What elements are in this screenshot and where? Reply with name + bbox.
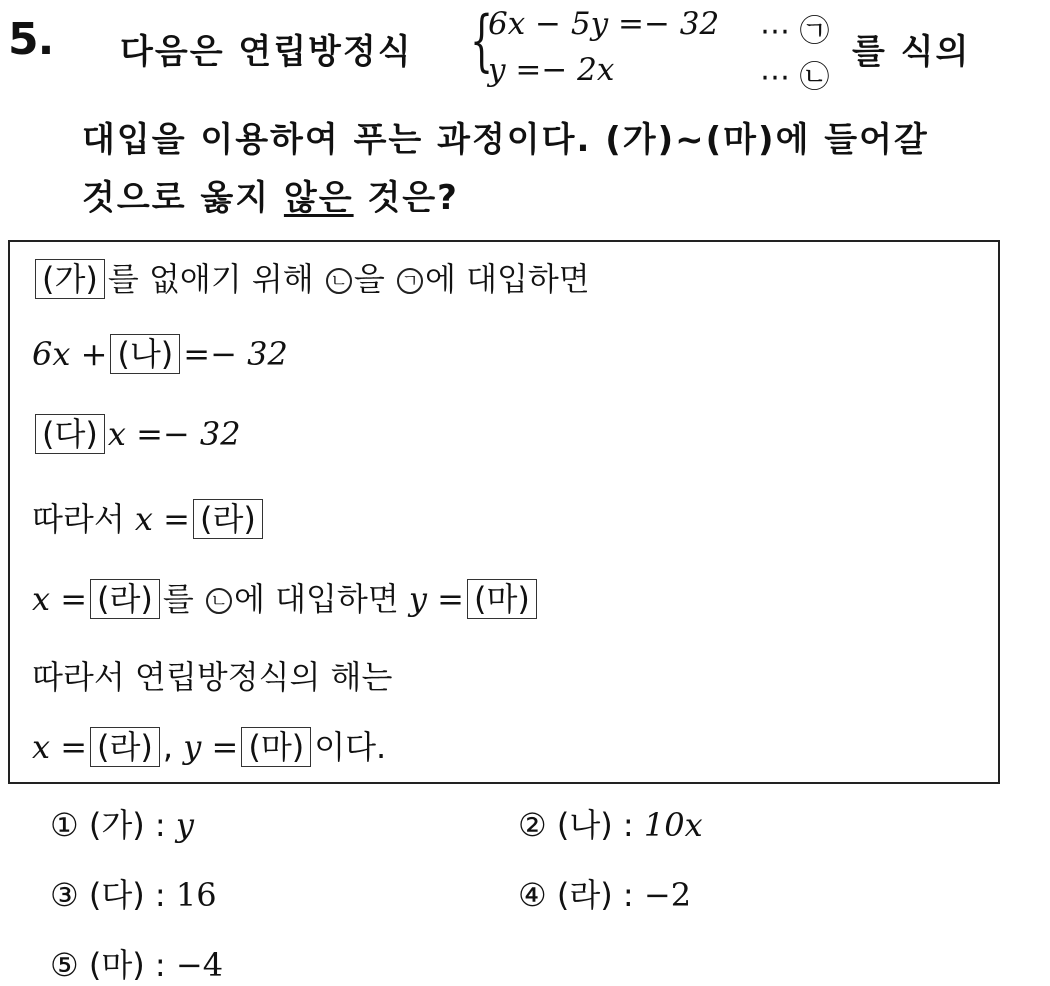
option-1[interactable] <box>50 800 194 846</box>
option-number: ④ <box>518 876 547 914</box>
question-stem-end: 를 식의 <box>852 32 971 72</box>
option-number: ① <box>50 806 79 844</box>
stem-emphasis-not: 않은 <box>283 178 354 218</box>
process-line-2-post: =− 32 <box>183 335 288 373</box>
blank-ra: (라) <box>90 579 160 619</box>
process-line-1-text-c: 에 대입하면 <box>424 260 590 298</box>
process-line-1-text-a: 를 없애기 위해 <box>107 260 314 298</box>
blank-ra: (라) <box>90 727 160 767</box>
option-separator: : <box>622 806 634 844</box>
process-line-6: 따라서 연립방정식의 해는 <box>32 658 393 696</box>
equation-tag-2: ⋯ ㉡ <box>760 60 830 95</box>
blank-na: (나) <box>110 334 180 374</box>
option-number: ② <box>518 806 547 844</box>
circled-label-icon: ㄴ <box>206 588 232 614</box>
process-line-7-end: 이다. <box>314 728 387 766</box>
system-equation-2: y =− 2x <box>488 52 615 88</box>
process-line-5-eq: x = <box>32 580 88 618</box>
option-label: (가) <box>88 806 145 844</box>
process-line-7 <box>32 722 386 768</box>
system-brace: { <box>470 2 494 79</box>
process-line-4-eq: x = <box>134 500 190 538</box>
blank-ra: (라) <box>193 499 263 539</box>
option-value: −4 <box>175 946 224 984</box>
process-line-1 <box>32 254 590 300</box>
process-line-4-pre: 따라서 <box>32 500 125 538</box>
option-2[interactable] <box>518 800 703 846</box>
question-stem-start: 다음은 연립방정식 <box>120 32 413 72</box>
option-4[interactable] <box>518 870 691 916</box>
question-stem-line-3 <box>82 170 459 219</box>
process-line-2-pre: 6x + <box>32 335 108 373</box>
option-label: (마) <box>88 946 145 984</box>
process-line-3-post: x =− 32 <box>107 415 241 453</box>
option-label: (다) <box>88 876 145 914</box>
blank-da: (다) <box>35 414 105 454</box>
option-5[interactable] <box>50 940 223 986</box>
option-value: 10x <box>643 806 703 844</box>
process-line-3 <box>32 414 241 454</box>
process-line-7-eq: x = <box>32 728 88 766</box>
process-line-5-eq2: y = <box>408 580 464 618</box>
question-number: 5. <box>8 14 54 65</box>
option-number: ⑤ <box>50 946 79 984</box>
process-line-7-comma: , <box>162 728 174 766</box>
process-line-7-eq2: y = <box>183 728 239 766</box>
process-line-1-text-b: 을 <box>353 260 385 298</box>
option-separator: : <box>154 876 166 914</box>
option-3[interactable] <box>50 870 217 916</box>
question-stem-line-2: 대입을 이용하여 푸는 과정이다. (가)~(마)에 들어갈 <box>82 120 929 160</box>
blank-ga: (가) <box>35 259 105 299</box>
stem-line-3-part-b: 것은? <box>367 178 459 218</box>
stem-line-3-part-a: 것으로 옳지 <box>82 178 271 218</box>
circled-label-icon: ㄴ <box>326 268 352 294</box>
option-label: (나) <box>556 806 613 844</box>
option-separator: : <box>622 876 634 914</box>
option-value: y <box>175 806 194 844</box>
option-number: ③ <box>50 876 79 914</box>
circled-label-icon: ㄱ <box>397 268 423 294</box>
option-separator: : <box>154 946 166 984</box>
option-value: −2 <box>643 876 692 914</box>
option-separator: : <box>154 806 166 844</box>
process-line-2 <box>32 334 288 374</box>
blank-ma: (마) <box>467 579 537 619</box>
process-line-5-text-b: 에 대입하면 <box>234 580 399 618</box>
option-label: (라) <box>556 876 613 914</box>
equation-tag-1: ⋯ ㉠ <box>760 14 830 49</box>
process-line-4 <box>32 494 266 540</box>
blank-ma: (마) <box>241 727 311 767</box>
option-value: 16 <box>175 876 217 914</box>
system-equation-1: 6x − 5y =− 32 <box>488 6 720 42</box>
process-line-5-text-a: 를 <box>162 580 194 618</box>
process-line-5 <box>32 574 540 620</box>
